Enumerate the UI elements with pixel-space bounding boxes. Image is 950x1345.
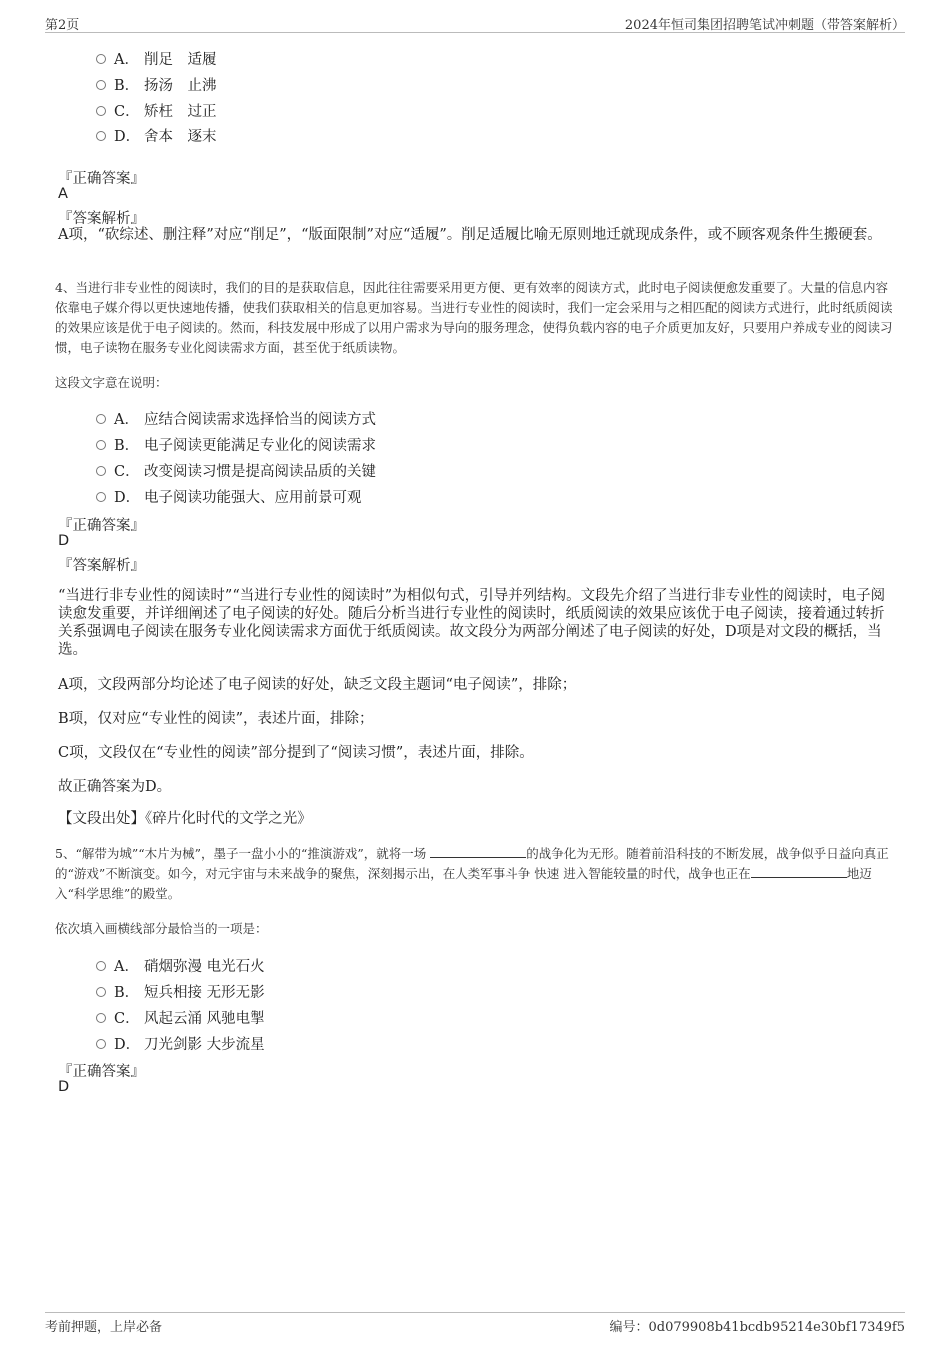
radio-icon[interactable] — [96, 987, 106, 997]
q4-analysis-p3: B项，仅对应“专业性的阅读”，表述片面，排除； — [58, 711, 374, 727]
q5-option-c[interactable]: C． 风起云涌 风驰电掣 — [96, 1007, 265, 1028]
radio-icon[interactable] — [96, 54, 106, 64]
q5-answer-label: 『正确答案』 — [58, 1064, 145, 1080]
q4-analysis-p4: C项，文段仅在“专业性的阅读”部分提到了“阅读习惯”，表述片面，排除。 — [58, 745, 534, 761]
q3-option-a[interactable]: A． 削足 适履 — [96, 48, 217, 69]
fill-blank-1[interactable] — [430, 845, 526, 858]
radio-icon[interactable] — [96, 106, 106, 116]
q4-answer-label: 『正确答案』 — [58, 518, 145, 534]
q4-option-d[interactable]: D． 电子阅读功能强大、应用前景可观 — [96, 486, 362, 507]
page-number: 第2页 — [45, 18, 80, 33]
radio-icon[interactable] — [96, 80, 106, 90]
q4-analysis-p1: “当进行非专业性的阅读时”“当进行专业性的阅读时”为相似句式，引导并列结构。文段先介绍了当进行非专业性的阅读时，电子阅读愈发重要，并详细阐述了电子阅读的好处。随后分析当进行专业性的阅读时，纸质阅读的效果应该优于电子阅读，接着通过转折关系强调电子阅读在服务专业化阅读需求方面优于纸质阅读。故文段分为两部分阐述了电子阅读的好处，D项是对文段的概括，当选。 — [58, 588, 886, 658]
footer-slogan: 考前押题，上岸必备 — [45, 1320, 163, 1335]
q4-analysis-p5: 故正确答案为D。 — [58, 779, 172, 795]
radio-icon[interactable] — [96, 466, 106, 476]
q3-option-c[interactable]: C． 矫枉 过正 — [96, 100, 217, 121]
radio-icon[interactable] — [96, 414, 106, 424]
radio-icon[interactable] — [96, 440, 106, 450]
document-title: 2024年恒司集团招聘笔试冲刺题（带答案解析） — [624, 18, 905, 33]
q5-option-d[interactable]: D． 刀光剑影 大步流星 — [96, 1033, 265, 1054]
q5-question-text: 5、“解带为城”“木片为械”，墨子一盘小小的“推演游戏”，就将一场 的战争化为无形。随着前沿科技的不断发展，战争似乎日益向真正的“游戏”不断演变。如今，对元宇宙与未来战争的聚焦，深刻揭示出，在人类军事斗争 快速 进入智能较量的时代，战争也正在 地迈入“科学思维”的殿堂。 — [55, 846, 889, 901]
q3-option-d[interactable]: D． 舍本 逐末 — [96, 125, 217, 146]
q4-analysis-label: 『答案解析』 — [58, 558, 145, 574]
q4-option-c[interactable]: C． 改变阅读习惯是提高阅读品质的关键 — [96, 460, 376, 481]
page-footer — [45, 1312, 905, 1333]
q5-option-a[interactable]: A． 硝烟弥漫 电光石火 — [96, 955, 265, 976]
q4-stem: 这段文字意在说明： — [55, 375, 168, 390]
q3-answer: A — [58, 186, 68, 202]
q5-option-b[interactable]: B． 短兵相接 无形无影 — [96, 981, 265, 1002]
q5-stem: 依次填入画横线部分最恰当的一项是： — [55, 921, 268, 936]
q3-analysis: A项，“砍综述、删注释”对应“削足”，“版面限制”对应“适履”。削足适履比喻无原则地迁就现成条件，或不顾客观条件生搬硬套。 — [58, 227, 882, 243]
radio-icon[interactable] — [96, 961, 106, 971]
q3-answer-label: 『正确答案』 — [58, 171, 145, 187]
q4-option-b[interactable]: B． 电子阅读更能满足专业化的阅读需求 — [96, 434, 376, 455]
radio-icon[interactable] — [96, 1013, 106, 1023]
q4-analysis-p2: A项，文段两部分均论述了电子阅读的好处，缺乏文段主题词“电子阅读”，排除； — [58, 677, 577, 693]
page-header — [45, 14, 905, 33]
fill-blank-2[interactable] — [751, 865, 847, 878]
document-code: 编号：0d079908b41bcdb95214e30bf17349f5 — [609, 1320, 905, 1335]
radio-icon[interactable] — [96, 131, 106, 141]
radio-icon[interactable] — [96, 492, 106, 502]
q4-answer: D — [58, 533, 70, 549]
q5-answer: D — [58, 1079, 70, 1095]
q4-option-a[interactable]: A． 应结合阅读需求选择恰当的阅读方式 — [96, 408, 376, 429]
q4-question-text: 4、当进行非专业性的阅读时，我们的目的是获取信息，因此往往需要采用更方便、更有效率的阅读方式，此时电子阅读便愈发重要了。大量的信息内容依靠电子媒介得以更快速地传播，使我们获取相关的信息更加容易。当进行专业性的阅读时，我们一定会采用与之相匹配的阅读方式进行，此时纸质阅读的效果应该是优于电子阅读的。然而，科技发展中形成了以用户需求为导向的服务理念，使得负载内容的电子介质更加友好，只要用户养成专业的阅读习惯，电子读物在服务专业化阅读需求方面，甚至优于纸质读物。 — [55, 280, 893, 355]
q3-option-b[interactable]: B． 扬汤 止沸 — [96, 74, 217, 95]
q3-analysis-label: 『答案解析』 — [58, 211, 145, 227]
q4-source: 【文段出处】《碎片化时代的文学之光》 — [58, 811, 312, 827]
radio-icon[interactable] — [96, 1039, 106, 1049]
